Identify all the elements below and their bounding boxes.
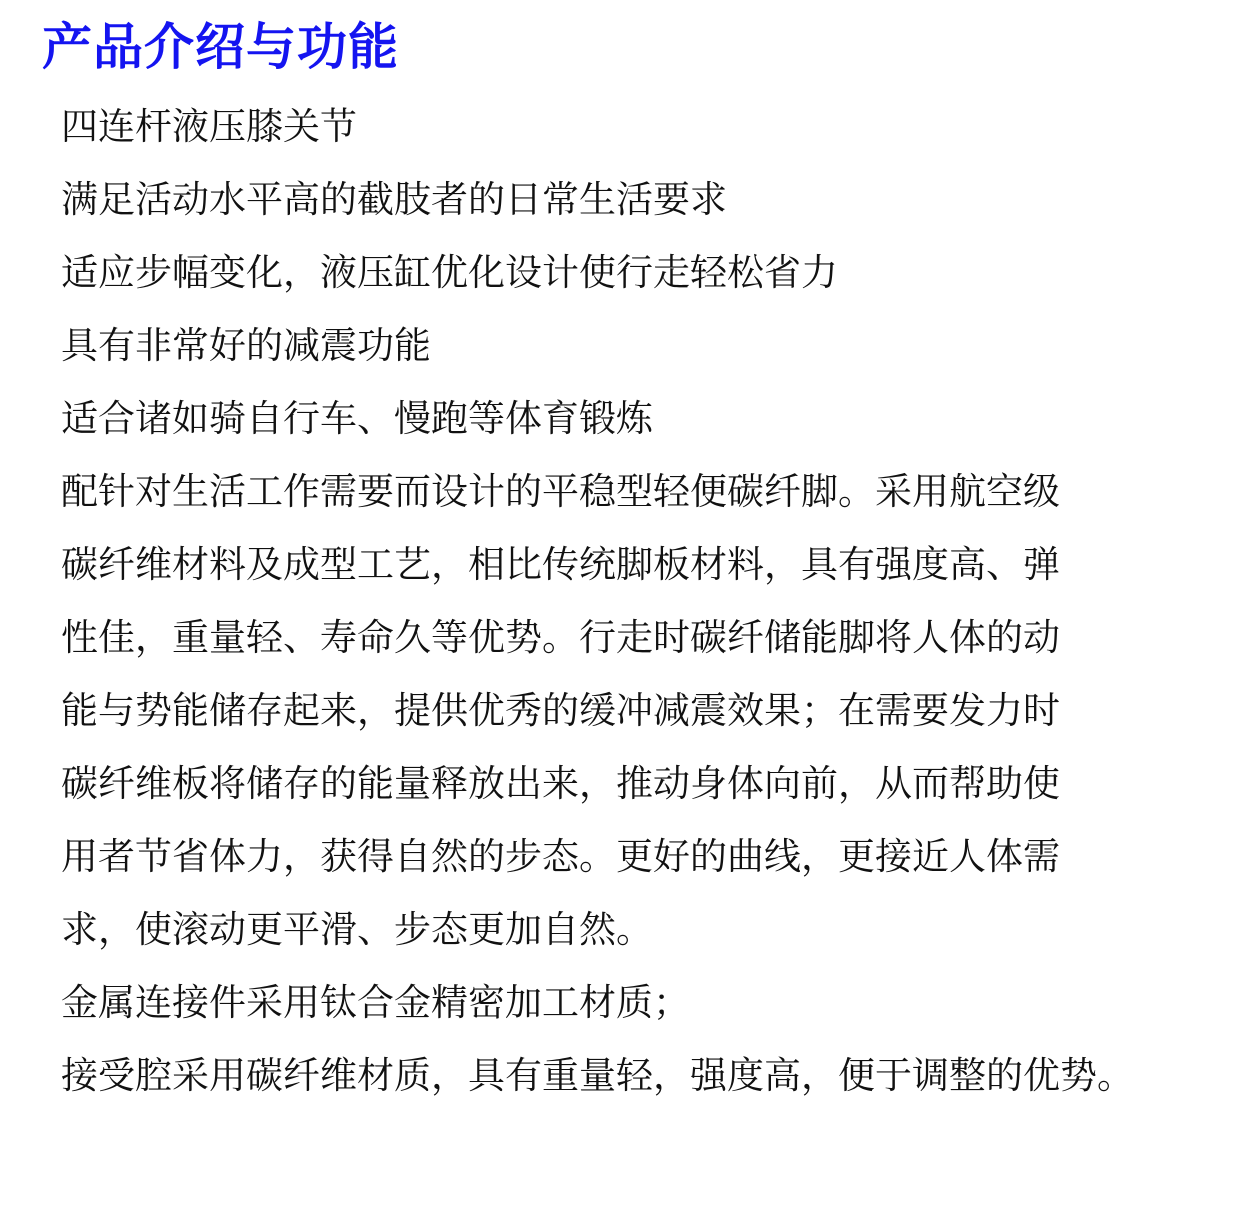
- description-line-knee: 四连杆液压膝关节: [61, 105, 357, 148]
- description-line-exercise: 适合诸如骑自行车、慢跑等体育锻炼: [61, 397, 653, 440]
- description-line-foot-7: 求，使滚动更平滑、步态更加自然。: [61, 908, 653, 951]
- description-line-foot-2: 碳纤维材料及成型工艺，相比传统脚板材料，具有强度高、弹: [61, 543, 1060, 586]
- description-line-stride: 适应步幅变化，液压缸优化设计使行走轻松省力: [61, 251, 838, 294]
- section-title: 产品介绍与功能: [42, 18, 399, 76]
- description-line-shock: 具有非常好的减震功能: [61, 324, 431, 367]
- description-line-connector: 金属连接件采用钛合金精密加工材质；: [61, 981, 690, 1024]
- description-block: [61, 90, 1231, 1112]
- description-line-activity: 满足活动水平高的截肢者的日常生活要求: [61, 178, 727, 221]
- description-line-socket: 接受腔采用碳纤维材质，具有重量轻，强度高，便于调整的优势。: [61, 1054, 1134, 1097]
- description-line-foot-5: 碳纤维板将储存的能量释放出来，推动身体向前，从而帮助使: [61, 762, 1060, 805]
- description-line-foot-4: 能与势能储存起来，提供优秀的缓冲减震效果；在需要发力时: [61, 689, 1060, 732]
- description-line-foot-3: 性佳，重量轻、寿命久等优势。行走时碳纤储能脚将人体的动: [61, 616, 1060, 659]
- description-line-foot-1: 配针对生活工作需要而设计的平稳型轻便碳纤脚。采用航空级: [61, 470, 1060, 513]
- description-line-foot-6: 用者节省体力，获得自然的步态。更好的曲线，更接近人体需: [61, 835, 1060, 878]
